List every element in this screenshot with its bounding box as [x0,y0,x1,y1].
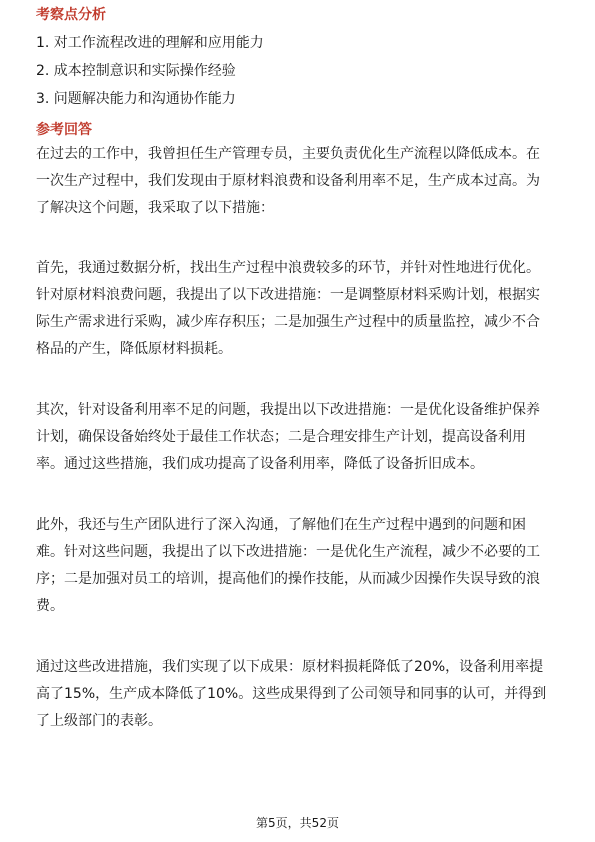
paragraph-line: 在过去的工作中，我曾担任生产管理专员，主要负责优化生产流程以降低成本。在 [36,146,540,162]
exam-point-item: 2. 成本控制意识和实际操作经验 [36,63,236,79]
paragraph-line: 首先，我通过数据分析，找出生产过程中浪费较多的环节，并针对性地进行优化。 [36,260,540,276]
paragraph-line: 了上级部门的表彰。 [36,713,162,729]
paragraph-line: 费。 [36,598,64,614]
paragraph-line: 一次生产过程中，我们发现由于原材料浪费和设备利用率不足，生产成本过高。为 [36,173,540,189]
exam-point-item: 3. 问题解决能力和沟通协作能力 [36,91,236,107]
paragraph-line: 高了15%，生产成本降低了10%。这些成果得到了公司领导和同事的认可，并得到 [36,686,547,702]
paragraph-line: 难。针对这些问题，我提出了以下改进措施：一是优化生产流程，减少不必要的工 [36,544,540,560]
paragraph-line: 此外，我还与生产团队进行了深入沟通，了解他们在生产过程中遇到的问题和困 [36,517,526,533]
answer-heading: 参考回答 [36,122,92,138]
paragraph-line: 格品的产生，降低原材料损耗。 [36,341,232,357]
paragraph-line: 通过这些改进措施，我们实现了以下成果：原材料损耗降低了20%，设备利用率提 [36,659,544,675]
paragraph-line: 率。通过这些措施，我们成功提高了设备利用率，降低了设备折旧成本。 [36,456,484,472]
paragraph-line: 针对原材料浪费问题，我提出了以下改进措施：一是调整原材料采购计划，根据实 [36,287,540,303]
page-number: 第5页，共52页 [256,816,339,830]
paragraph-line: 计划，确保设备始终处于最佳工作状态；二是合理安排生产计划，提高设备利用 [36,429,526,445]
paragraph-line: 际生产需求进行采购，减少库存积压；二是加强生产过程中的质量监控，减少不合 [36,314,540,330]
exam-points-heading: 考察点分析 [36,7,106,23]
exam-point-item: 1. 对工作流程改进的理解和应用能力 [36,35,264,51]
paragraph-line: 其次，针对设备利用率不足的问题，我提出以下改进措施：一是优化设备维护保养 [36,402,540,418]
paragraph-line: 序；二是加强对员工的培训，提高他们的操作技能，从而减少因操作失误导致的浪 [36,571,540,587]
paragraph-line: 了解决这个问题，我采取了以下措施： [36,200,274,216]
